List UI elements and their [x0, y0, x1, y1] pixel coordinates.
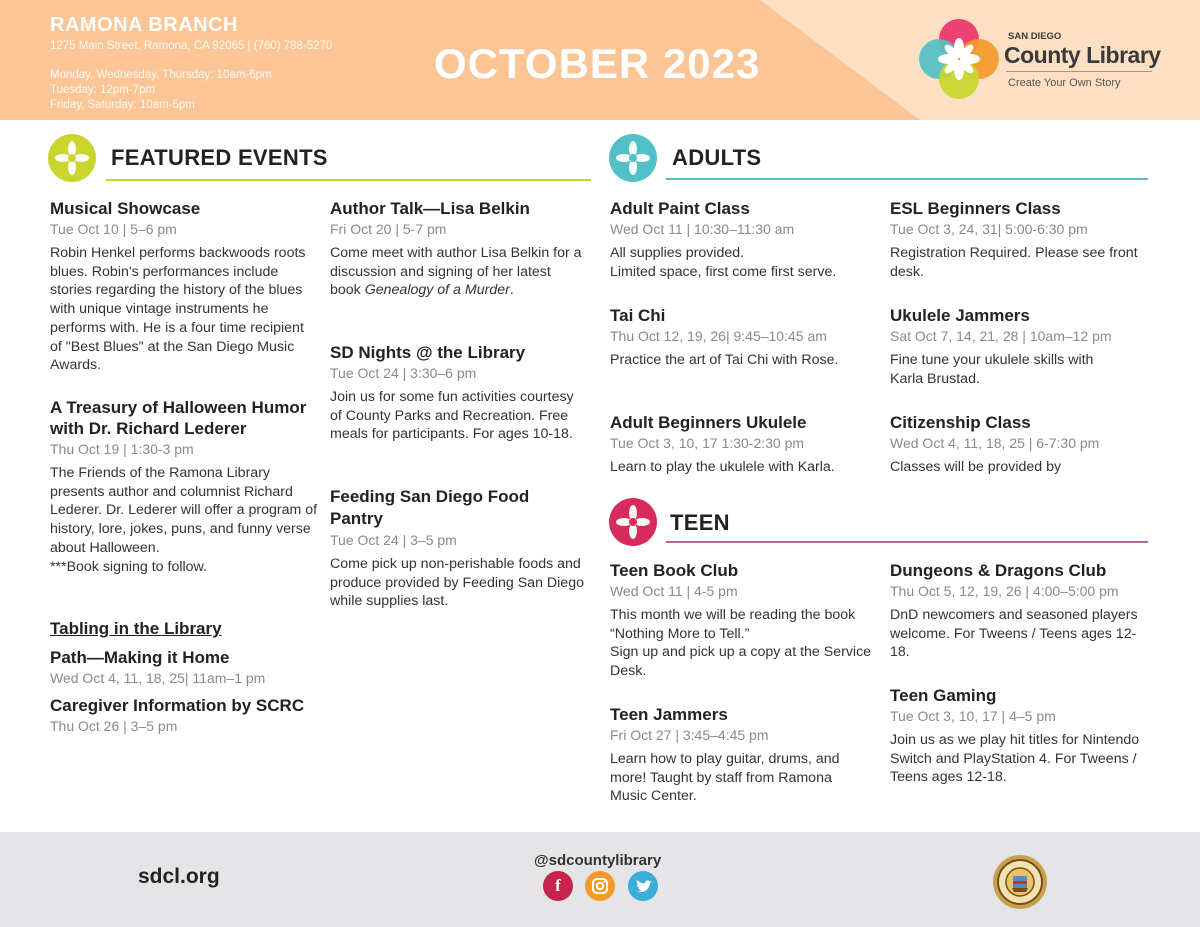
event-date: Tue Oct 3, 10, 17 1:30-2:30 pm — [610, 435, 805, 451]
website-link[interactable]: sdcl.org — [138, 865, 220, 888]
event-title: Citizenship Class — [890, 413, 1031, 432]
branch-address: 1275 Main Street, Ramona, CA 92065 | (760) 788-5270 — [50, 40, 333, 52]
event-title: SD Nights @ the Library — [330, 343, 526, 362]
event-date: Wed Oct 11 | 10:30–11:30 am — [610, 221, 795, 237]
logo-divider — [1006, 71, 1152, 72]
event-title: Adult Paint Class — [610, 199, 750, 218]
event-date: Wed Oct 11 | 4-5 pm — [610, 583, 738, 599]
description-text: . — [509, 282, 514, 299]
event-halloween-humor — [50, 397, 318, 576]
event-adult-paint — [610, 198, 876, 281]
featured-events-heading: FEATURED EVENTS — [111, 145, 328, 170]
event-date: Thu Oct 26 | 3–5 pm — [50, 718, 178, 734]
event-date: Thu Oct 19 | 1:30-3 pm — [50, 441, 194, 457]
hours-line: Monday, Wednesday, Thursday: 10am-6pm — [50, 69, 272, 81]
flower-icon — [608, 133, 658, 183]
event-teen-jammers — [610, 704, 872, 806]
event-adult-ukulele — [610, 412, 876, 477]
event-esl-class — [890, 198, 1152, 281]
event-date: Tue Oct 24 | 3:30–6 pm — [330, 365, 477, 381]
event-citizenship-class — [890, 412, 1152, 477]
event-date: Wed Oct 4, 11, 18, 25 | 6-7:30 pm — [890, 435, 1100, 451]
event-title: Ukulele Jammers — [890, 306, 1030, 325]
event-title: Dungeons & Dragons Club — [890, 561, 1107, 580]
event-description: Classes will be provided by — [890, 459, 1062, 475]
event-ukulele-jammers — [890, 305, 1152, 388]
event-sd-nights — [330, 342, 584, 444]
book-title: Genealogy of a Murder — [364, 282, 510, 299]
event-teen-gaming — [890, 685, 1152, 787]
event-description: This month we will be reading the book “Nothing More to Tell.” Sign up and pick up a copy at the Service Desk. — [610, 607, 872, 680]
social-handle[interactable]: @sdcountylibrary — [534, 852, 662, 869]
event-title: Path—Making it Home — [50, 648, 230, 667]
instagram-icon[interactable] — [585, 871, 615, 901]
event-date: Sat Oct 7, 14, 21, 28 | 10am–12 pm — [890, 328, 1112, 344]
event-date: Tue Oct 3, 10, 17 | 4–5 pm — [890, 708, 1056, 724]
description-text: Come meet with author Lisa Belkin for a discussion and signing of her latest book — [330, 245, 582, 299]
event-title: Adult Beginners Ukulele — [610, 413, 807, 432]
event-title: Teen Jammers — [610, 705, 728, 724]
event-description: Registration Required. Please see front desk. — [890, 245, 1138, 280]
month-title: OCTOBER 2023 — [434, 40, 761, 87]
tabling-item — [50, 647, 320, 687]
adults-heading: ADULTS — [672, 145, 762, 170]
event-tai-chi — [610, 305, 876, 370]
event-teen-book-club — [610, 560, 876, 681]
tabling-item — [50, 695, 320, 735]
flower-icon — [608, 497, 658, 547]
event-description: DnD newcomers and seasoned players welcome. For Tweens / Teens ages 12-18. — [890, 607, 1138, 661]
county-library-logo — [918, 18, 1000, 100]
flower-icon — [47, 133, 97, 183]
event-date: Thu Oct 5, 12, 19, 26 | 4:00–5:00 pm — [890, 583, 1119, 599]
event-description: Practice the art of Tai Chi with Rose. — [610, 352, 839, 368]
logo-subtitle: SAN DIEGO — [1008, 31, 1062, 42]
teen-heading: TEEN — [670, 510, 730, 535]
event-title: Musical Showcase — [50, 199, 201, 218]
event-musical-showcase — [50, 198, 316, 375]
event-date: Fri Oct 27 | 3:45–4:45 pm — [610, 727, 769, 743]
featured-rule — [106, 179, 591, 181]
logo-tagline: Create Your Own Story — [1008, 77, 1121, 89]
event-description: Join us as we play hit titles for Nintendo Switch and PlayStation 4. For Tweens / Teens ages 12-18. — [890, 732, 1140, 786]
tabling-heading: Tabling in the Library — [50, 619, 222, 638]
facebook-icon[interactable]: f — [543, 871, 573, 901]
event-date: Tue Oct 3, 24, 31| 5:00-6:30 pm — [890, 221, 1088, 237]
event-description: Learn how to play guitar, drums, and more! Taught by staff from Ramona Music Center. — [610, 751, 840, 805]
event-description: Fine tune your ukulele skills with Karla Brustad. — [890, 352, 1094, 387]
hours-line: Friday, Saturday: 10am-5pm — [50, 99, 195, 111]
event-title: Teen Book Club — [610, 561, 739, 580]
event-title: Teen Gaming — [890, 686, 997, 705]
event-description: Join us for some fun activities courtesy of County Parks and Recreation. Free meals for participants. For ages 10-18. — [330, 389, 574, 443]
event-description: All supplies provided. Limited space, first come first serve. — [610, 245, 837, 280]
event-title: ESL Beginners Class — [890, 199, 1061, 218]
event-description: Robin Henkel performs backwoods roots blues. Robin's performances include stories regarding the history of the blues with unique vintage instruments he performs with. He is a four time recipient of "Best Blues" at the San Diego Music Awards. — [50, 245, 306, 374]
branch-name: RAMONA BRANCH — [50, 14, 238, 36]
event-title: Author Talk—Lisa Belkin — [330, 199, 530, 218]
event-description: Learn to play the ukulele with Karla. — [610, 459, 835, 475]
event-title: Feeding San Diego Food Pantry — [330, 487, 530, 528]
event-title: Tai Chi — [610, 306, 666, 325]
logo-name: County Library — [1004, 42, 1161, 68]
event-date: Tue Oct 10 | 5–6 pm — [50, 221, 177, 237]
event-title: A Treasury of Halloween Humor with Dr. Richard Lederer — [50, 398, 307, 438]
event-date: Fri Oct 20 | 5-7 pm — [330, 221, 447, 237]
event-description — [330, 244, 584, 300]
hours-line: Tuesday: 12pm-7pm — [50, 84, 156, 96]
event-description: Come pick up non-perishable foods and produce provided by Feeding San Diego while supplies last. — [330, 556, 584, 610]
event-description: The Friends of the Ramona Library presents author and columnist Richard Lederer. Dr. Lederer will offer a program of history, lore, jokes, puns, and funny verse about Halloween. ***Book signing to follow. — [50, 465, 318, 575]
teen-rule — [666, 541, 1148, 543]
adults-rule — [666, 178, 1148, 180]
event-date: Wed Oct 4, 11, 18, 25| 11am–1 pm — [50, 670, 266, 686]
county-seal-icon — [992, 854, 1048, 910]
event-title: Caregiver Information by SCRC — [50, 696, 305, 715]
event-date: Tue Oct 24 | 3–5 pm — [330, 532, 457, 548]
event-author-talk — [330, 198, 584, 300]
event-dnd-club — [890, 560, 1152, 662]
event-food-pantry — [330, 486, 584, 611]
event-date: Thu Oct 12, 19, 26| 9:45–10:45 am — [610, 328, 827, 344]
twitter-icon[interactable] — [628, 871, 658, 901]
